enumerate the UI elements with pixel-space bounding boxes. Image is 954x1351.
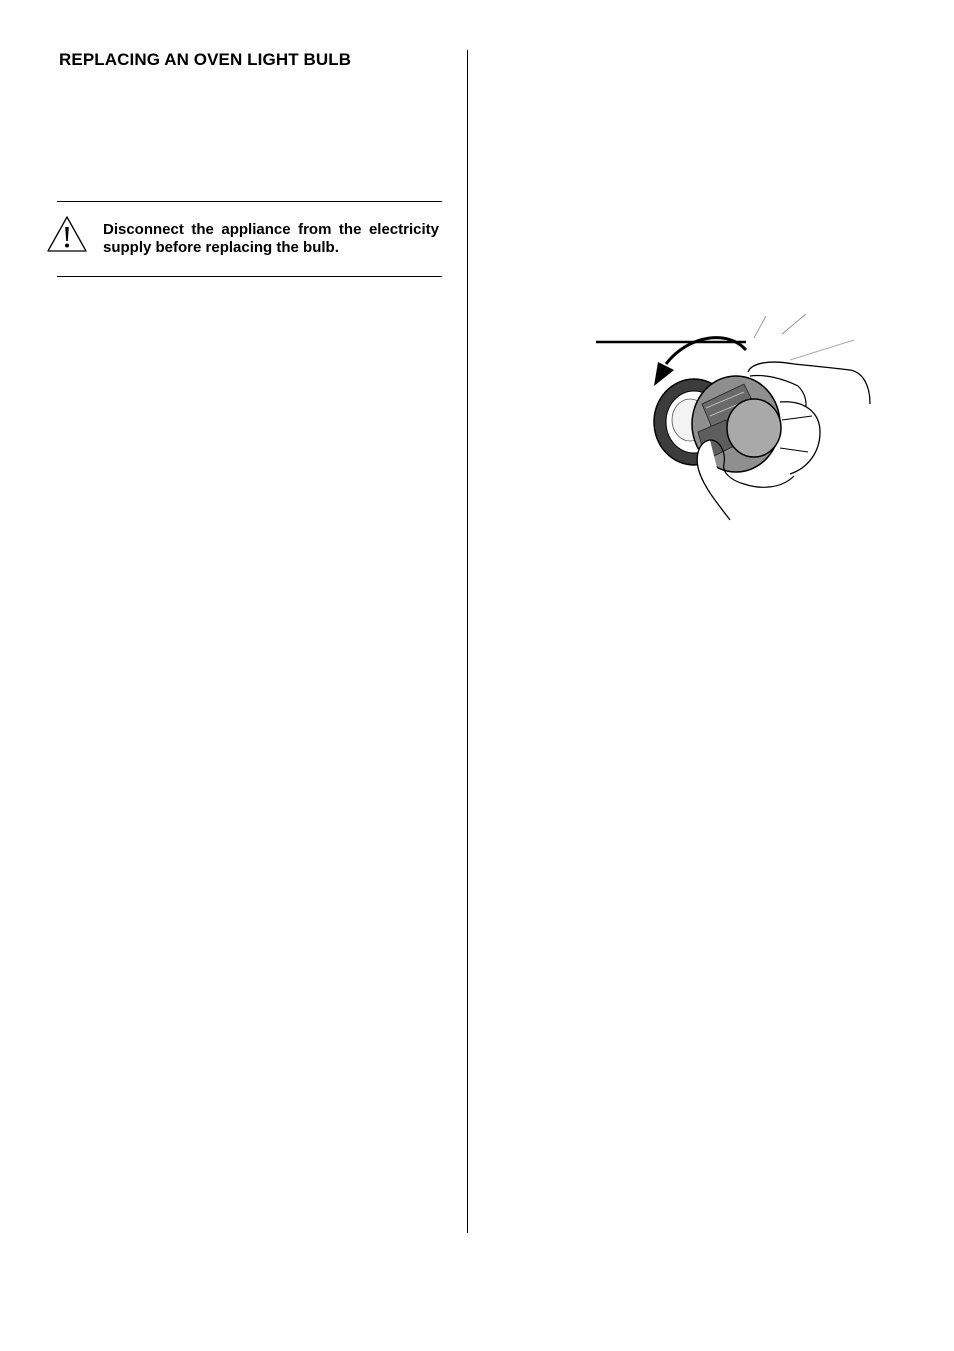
section-title: REPLACING AN OVEN LIGHT BULB <box>59 50 352 69</box>
hand-unscrewing-bulb-cover-illustration <box>594 312 872 522</box>
column-divider <box>467 50 468 1233</box>
warning-text: Disconnect the appliance from the electricity supply before replacing the bulb. <box>103 221 439 256</box>
warning-box <box>57 201 442 277</box>
warning-triangle-icon <box>46 215 88 253</box>
